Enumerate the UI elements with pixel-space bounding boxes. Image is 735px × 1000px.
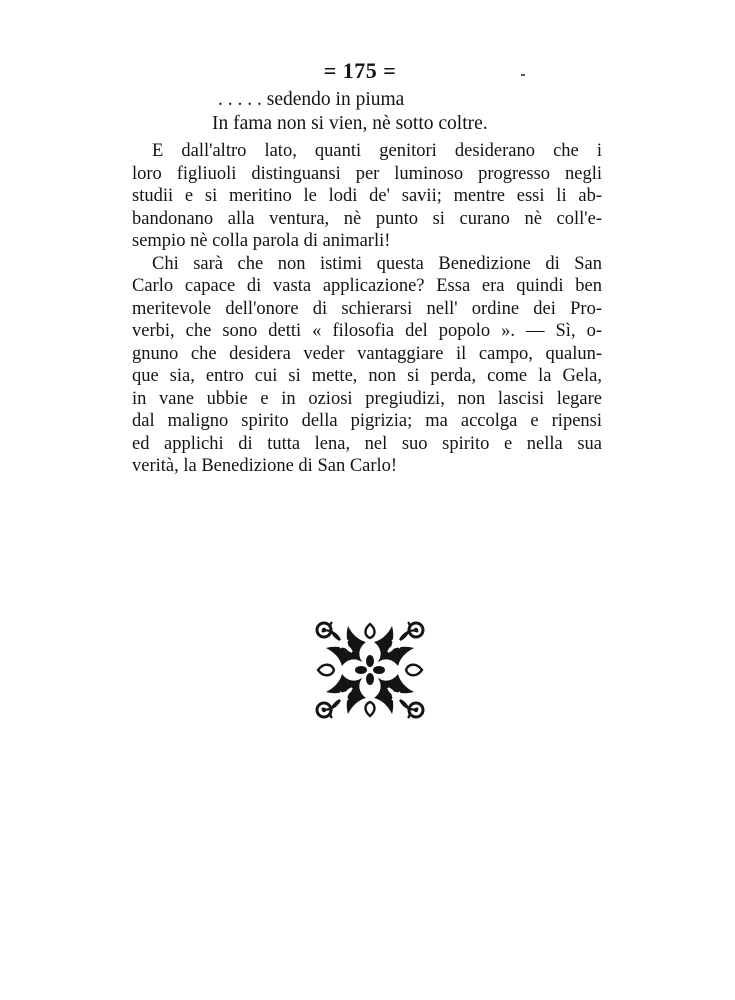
verse-line-2: In fama non si vien, nè sotto coltre. [212, 113, 488, 134]
text-line: que sia, entro cui si mette, non si perda, come la Gela, [132, 366, 602, 386]
body-text [132, 140, 602, 478]
text-line: studii e si meritino le lodi de' savii; mentre essi li ab- [132, 186, 602, 206]
paragraph-2 [132, 253, 602, 478]
verse-line-1: . . . . . sedendo in piuma [218, 89, 405, 110]
text-line: Chi sarà che non istimi questa Benedizione di San [152, 253, 602, 274]
text-line: gnuno che desidera veder vantaggiare il campo, qualun- [132, 343, 602, 364]
text-line: verità, la Benedizione di San Carlo! [132, 456, 398, 476]
text-line: meritevole dell'onore di schierarsi nell' ordine dei Pro- [132, 298, 602, 319]
text-line: sempio nè colla parola di animarli! [132, 231, 391, 251]
text-line: Carlo capace di vasta applicazione? Essa era quindi ben [132, 276, 602, 296]
text-line: verbi, che sono detti « filosofia del popolo ». — Sì, o- [132, 321, 602, 341]
paragraph-1 [132, 140, 602, 253]
text-line: ed applichi di tutta lena, nel suo spirito e nella sua [132, 433, 602, 454]
text-line: bandonano alla ventura, nè punto si curano nè coll'e- [132, 208, 602, 229]
text-line: E dall'altro lato, quanti genitori desiderano che i [152, 141, 602, 161]
floral-ornament-icon [310, 620, 430, 720]
text-line: in vane ubbie e in oziosi pregiudizi, non lascisi legare [132, 388, 602, 409]
page-number: = 175 = [323, 58, 397, 83]
print-speck [521, 74, 525, 76]
text-line: loro figliuoli distinguansi per luminoso progresso negli [132, 163, 602, 184]
text-line: dal maligno spirito della pigrizia; ma accolga e ripensi [132, 411, 602, 431]
